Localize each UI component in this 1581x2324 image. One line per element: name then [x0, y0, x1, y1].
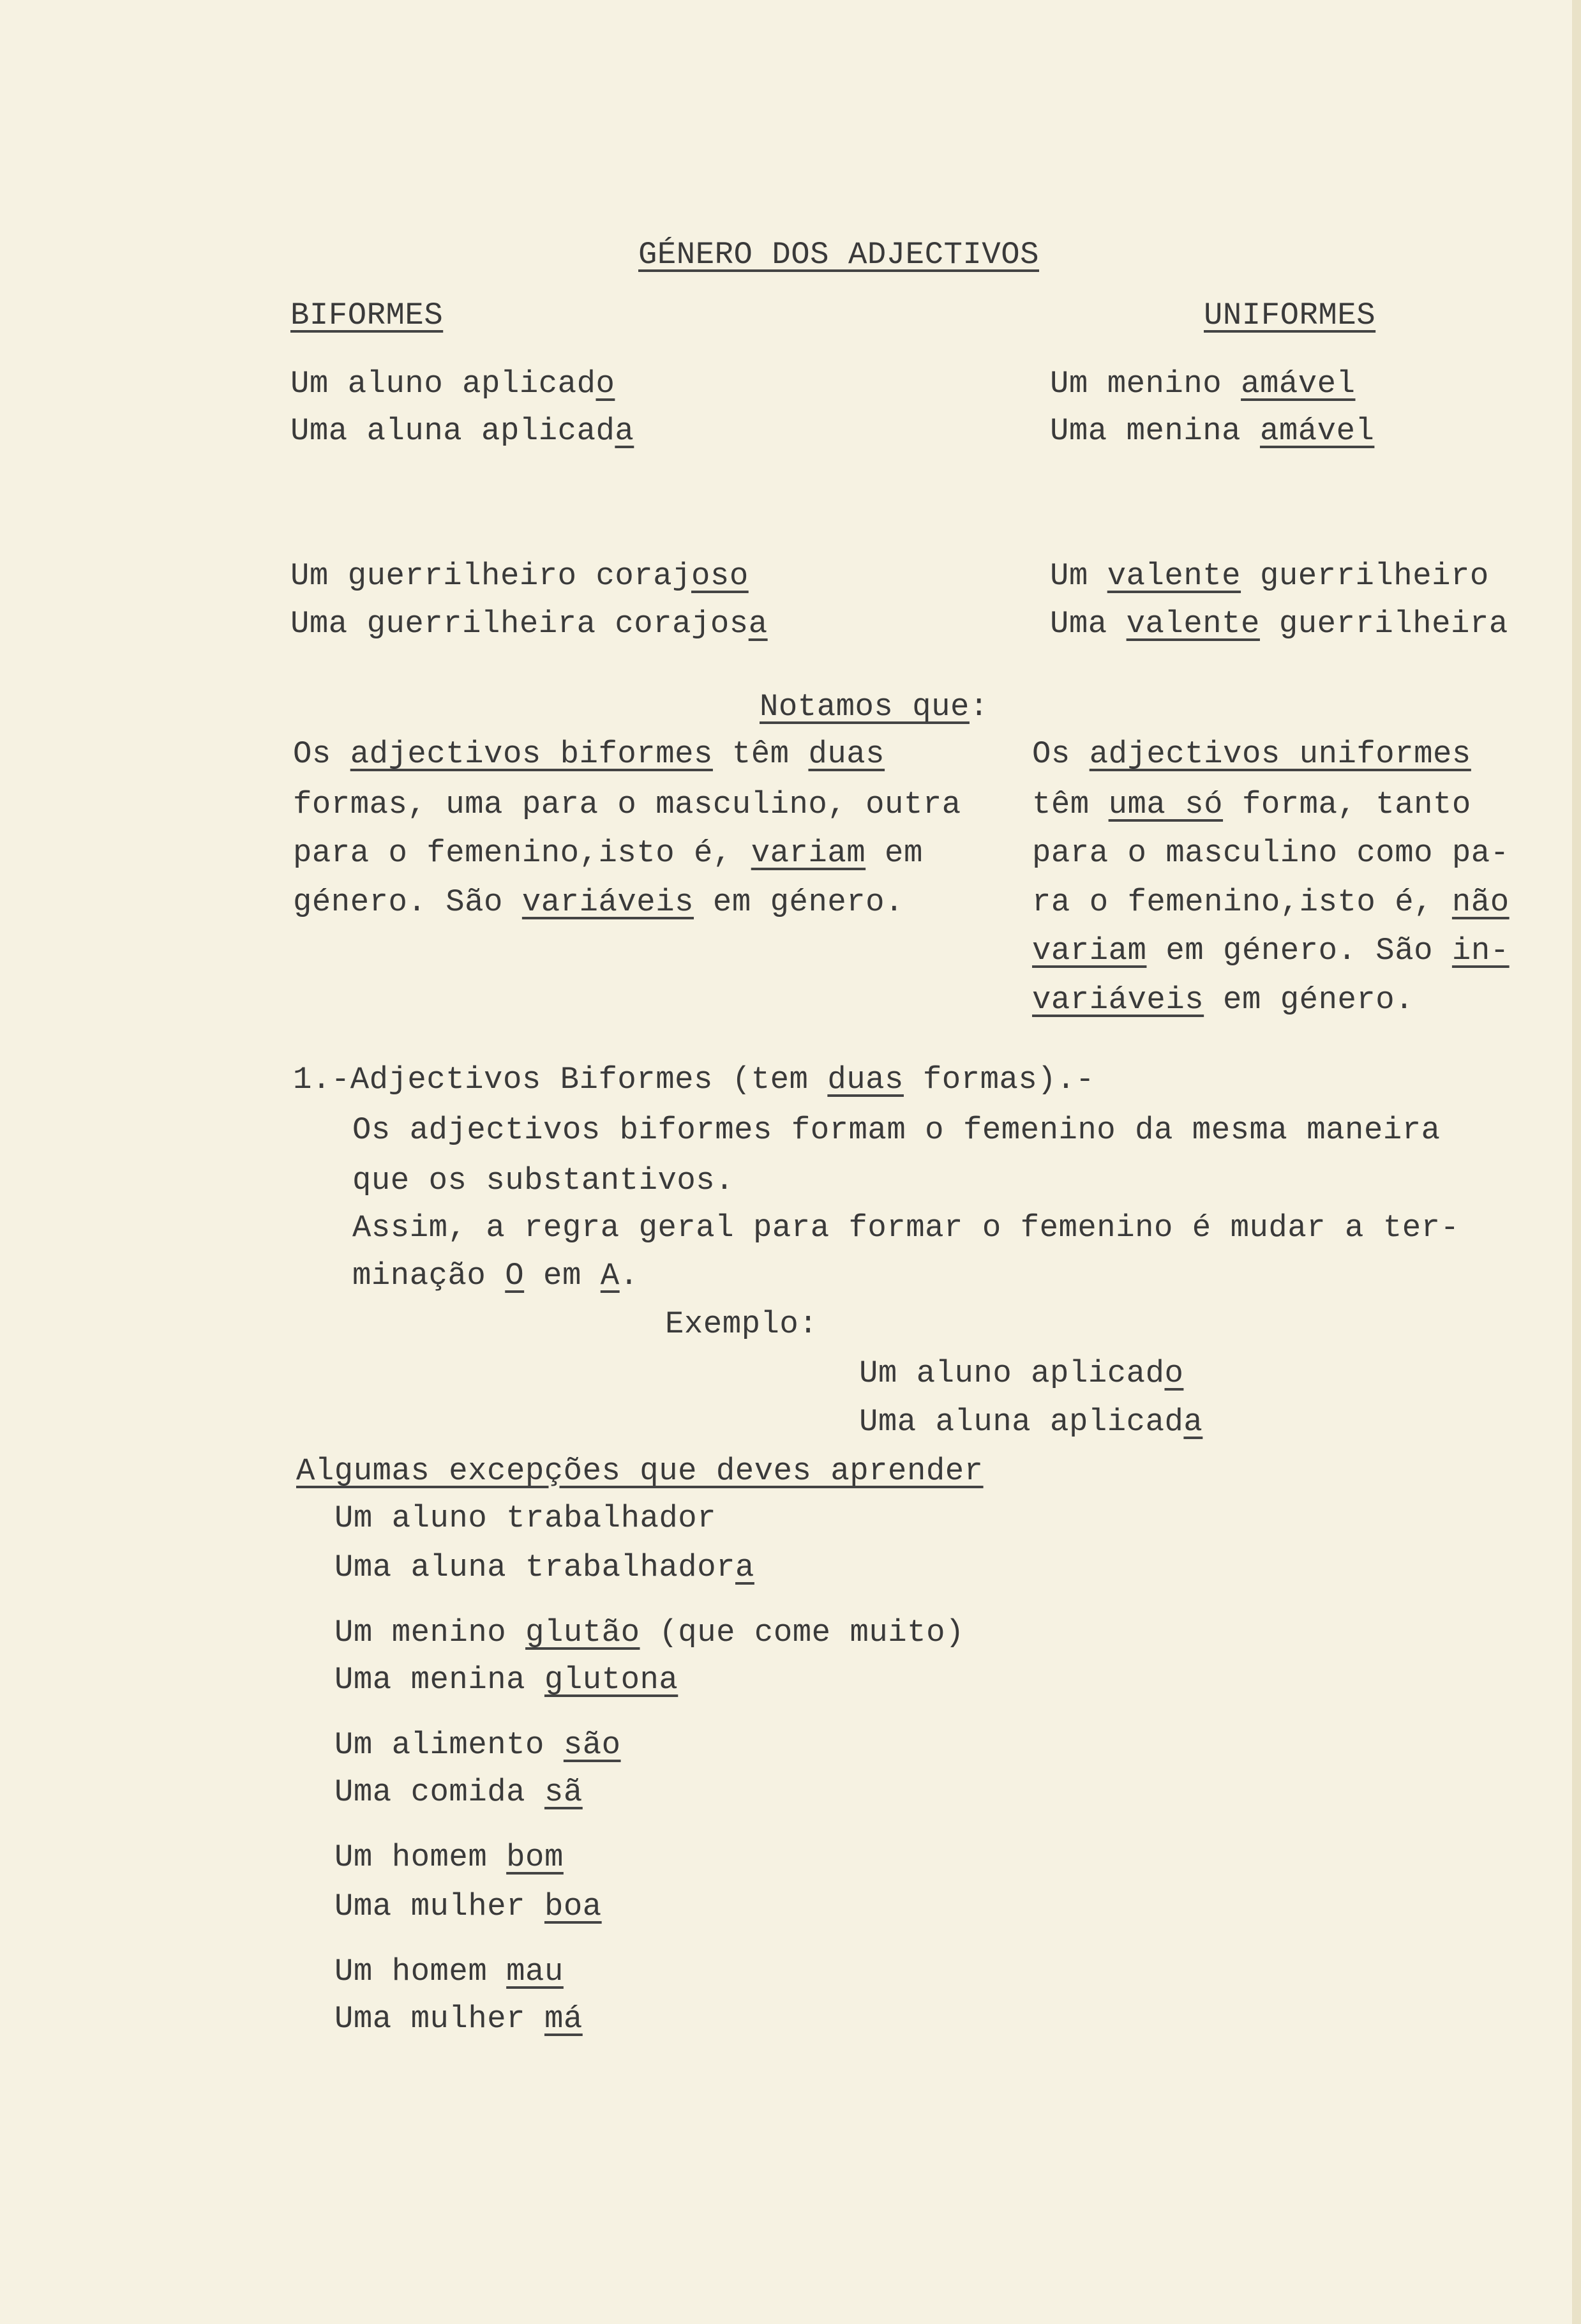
left-paragraph-line [293, 883, 904, 921]
exception-item [334, 1952, 564, 1991]
page-title [638, 236, 1039, 274]
text-segment: Um [1050, 558, 1107, 594]
underlined-text: glutão [525, 1615, 640, 1650]
example-line [290, 557, 749, 595]
text-segment: têm [1032, 787, 1109, 822]
text-segment: Os [293, 736, 350, 772]
underlined-text: adjectivos biformes [350, 736, 713, 772]
right-paragraph-line [1032, 981, 1414, 1019]
uniformes-header [1204, 296, 1375, 335]
exception-item [334, 1726, 621, 1764]
example-line [290, 365, 615, 403]
text-segment: . [619, 1258, 639, 1294]
text-segment: Um homem [334, 1839, 507, 1875]
example-line [1050, 605, 1508, 643]
underlined-text: O [505, 1258, 525, 1294]
exception-item [334, 1613, 964, 1652]
underlined-text: adjectivos uniformes [1089, 736, 1471, 772]
underlined-text: o [1164, 1355, 1184, 1391]
section-body-line [352, 1161, 734, 1200]
text-segment: para o masculino como pa- [1032, 835, 1510, 871]
text-segment: Uma menina [1050, 413, 1260, 449]
text-segment: Uma [1050, 606, 1127, 642]
text-segment: minação [352, 1258, 506, 1294]
text-segment: têm [712, 736, 809, 772]
text-segment: Um aluno trabalhador [334, 1500, 717, 1536]
text-segment: Os adjectivos biformes formam o femenino da mesma maneira [352, 1112, 1441, 1148]
example-line [1050, 365, 1356, 403]
underlined-text: UNIFORMES [1204, 298, 1376, 333]
right-paragraph-line [1032, 735, 1471, 773]
underlined-text: duas [827, 1062, 904, 1098]
text-segment: Uma aluna aplicad [859, 1404, 1184, 1440]
text-segment: em género. São [1146, 933, 1452, 969]
example-line [859, 1403, 1203, 1441]
underlined-text: a [735, 1550, 754, 1585]
text-segment: forma, tanto [1223, 787, 1471, 822]
section-body-line [352, 1209, 1459, 1247]
underlined-text: valente [1126, 606, 1260, 642]
underlined-text: glutona [544, 1662, 678, 1698]
section-body-line [352, 1256, 639, 1295]
underlined-text: variam [1032, 933, 1147, 969]
underlined-text: A [600, 1258, 620, 1294]
text-segment: Um guerrilheiro coraj [290, 558, 692, 594]
text-segment: em [524, 1258, 601, 1294]
underlined-text: boa [544, 1889, 602, 1924]
exception-item [334, 1773, 583, 1811]
left-paragraph-line [293, 785, 961, 824]
text-segment: Um alimento [334, 1727, 564, 1763]
notamos-heading [760, 688, 989, 726]
underlined-text: variáveis [1032, 982, 1204, 1018]
left-paragraph-line [293, 834, 923, 872]
text-segment: Uma menina [334, 1662, 544, 1698]
underlined-text: a [1183, 1404, 1203, 1440]
text-segment: Exemplo: [665, 1306, 818, 1342]
text-segment: guerrilheira [1259, 606, 1508, 642]
text-segment: em género. [694, 884, 904, 920]
text-segment: Um aluno aplicad [290, 366, 596, 402]
biformes-header [290, 296, 443, 335]
underlined-text: in- [1451, 933, 1510, 969]
underlined-text: uma só [1108, 787, 1224, 822]
right-paragraph-line [1032, 834, 1510, 872]
example-line [290, 605, 768, 643]
text-segment: Os [1032, 736, 1090, 772]
section-body-line [352, 1111, 1441, 1149]
exception-item [334, 1661, 678, 1699]
underlined-text: a [748, 606, 768, 642]
right-paragraph-line [1032, 932, 1510, 970]
text-segment: em [865, 835, 923, 871]
example-label [665, 1305, 818, 1343]
text-segment: Um menino [334, 1615, 526, 1650]
text-segment: género. São [293, 884, 522, 920]
text-segment: Uma aluna trabalhador [334, 1550, 736, 1585]
underlined-text: variam [751, 835, 866, 871]
section-heading [293, 1060, 1095, 1099]
underlined-text: má [544, 2001, 583, 2037]
underlined-text: BIFORMES [290, 298, 444, 333]
example-line [1050, 412, 1374, 450]
underlined-text: não [1451, 884, 1510, 920]
text-segment: formas, uma para o masculino, outra [293, 787, 961, 822]
text-segment: em género. [1204, 982, 1414, 1018]
text-segment: Um homem [334, 1954, 507, 1989]
exceptions-heading [296, 1452, 984, 1490]
right-paragraph-line [1032, 883, 1510, 921]
underlined-text: sã [544, 1774, 583, 1810]
underlined-text: Algumas excepções que deves aprender [296, 1453, 984, 1489]
text-segment: Uma mulher [334, 1889, 544, 1924]
underlined-text: mau [506, 1954, 564, 1989]
text-segment: guerrilheiro [1241, 558, 1489, 594]
right-paragraph-line [1032, 785, 1471, 824]
underlined-text: amável [1259, 413, 1375, 449]
example-line [859, 1354, 1183, 1392]
underlined-text: o [596, 366, 615, 402]
exception-item [334, 1499, 716, 1537]
text-segment: Uma guerrilheira corajos [290, 606, 749, 642]
example-line [1050, 557, 1489, 595]
text-segment: : [969, 689, 989, 725]
text-segment: para o femenino,isto é, [293, 835, 751, 871]
text-segment: Um aluno aplicad [859, 1355, 1165, 1391]
underlined-text: bom [506, 1839, 564, 1875]
underlined-text: valente [1107, 558, 1241, 594]
exception-item [334, 1838, 564, 1876]
text-segment: Uma comida [334, 1774, 544, 1810]
exception-item [334, 1548, 754, 1587]
underlined-text: a [615, 413, 634, 449]
exception-item [334, 2000, 583, 2038]
text-segment: Assim, a regra geral para formar o femenino é mudar a ter- [352, 1210, 1460, 1246]
text-segment: que os substantivos. [352, 1163, 735, 1198]
page-edge [1572, 0, 1581, 2324]
underlined-text: duas [808, 736, 885, 772]
example-line [290, 412, 634, 450]
exception-item [334, 1887, 602, 1926]
text-segment: (que come muito) [640, 1615, 964, 1650]
text-segment: ra o femenino,isto é, [1032, 884, 1452, 920]
underlined-text: Notamos que [760, 689, 970, 725]
text-segment: Uma aluna aplicad [290, 413, 615, 449]
underlined-text: são [563, 1727, 621, 1763]
underlined-text: oso [691, 558, 749, 594]
underlined-text: variáveis [521, 884, 694, 920]
text-segment: formas).- [903, 1062, 1095, 1098]
text-segment: Um menino [1050, 366, 1241, 402]
text-segment: 1.-Adjectivos Biformes (tem [293, 1062, 828, 1098]
underlined-text: GÉNERO DOS ADJECTIVOS [638, 237, 1040, 273]
underlined-text: amável [1241, 366, 1356, 402]
left-paragraph-line [293, 735, 885, 773]
text-segment: Uma mulher [334, 2001, 544, 2037]
